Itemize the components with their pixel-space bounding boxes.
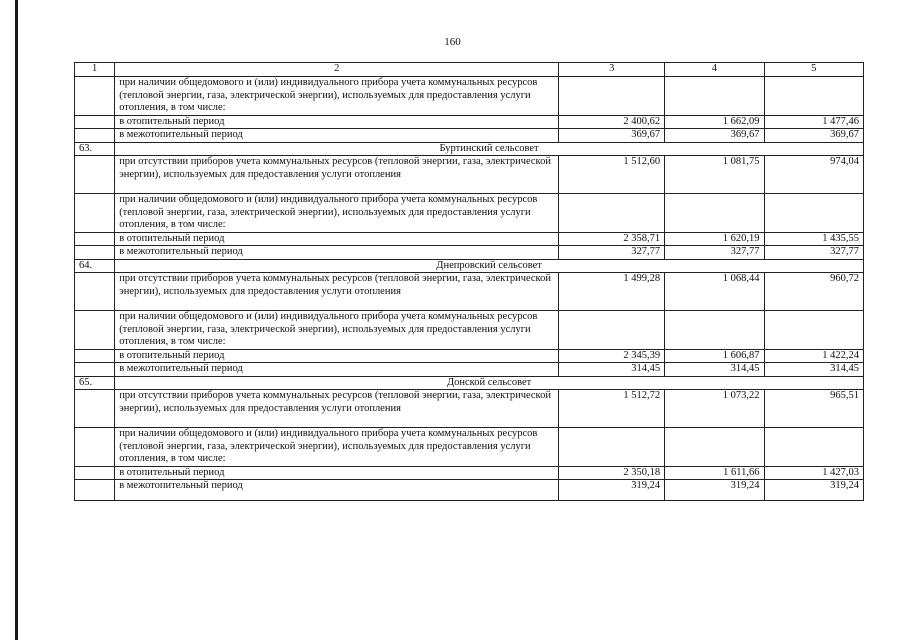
tariff-table <box>74 62 864 501</box>
value-cell: 974,04 <box>764 156 863 194</box>
value-cell: 327,77 <box>559 246 665 260</box>
value-cell: 2 345,39 <box>559 349 665 363</box>
value-cell: 1 477,46 <box>764 115 863 129</box>
value-cell: 1 620,19 <box>665 232 764 246</box>
table-row <box>75 156 864 194</box>
row-label: в межотопительный период <box>115 480 559 501</box>
value-cell: 319,24 <box>559 480 665 501</box>
section-title: Буртинский сельсовет <box>115 142 864 156</box>
value-cell: 1 512,72 <box>559 390 665 428</box>
column-header: 2 <box>115 63 559 77</box>
column-header: 4 <box>665 63 764 77</box>
page-number: 160 <box>444 36 461 48</box>
table-row <box>75 363 864 377</box>
value-cell: 2 350,18 <box>559 466 665 480</box>
value-cell: 1 662,09 <box>665 115 764 129</box>
row-label: при наличии общедомового и (или) индивидуального прибора учета коммунальных ресурсов (тепловой энергии, газа, электрической энергии), используемых для предоставления услуги отопления, в том числе: <box>115 194 559 233</box>
row-label: при отсутствии приборов учета коммунальных ресурсов (тепловой энергии, газа, электрической энергии), используемых для предоставления услуги отопления <box>115 390 559 428</box>
value-cell: 314,45 <box>559 363 665 377</box>
row-label: в отопительный период <box>115 349 559 363</box>
row-label: при наличии общедомового и (или) индивидуального прибора учета коммунальных ресурсов (тепловой энергии, газа, электрической энергии), используемых для предоставления услуги отопления, в том числе: <box>115 77 559 116</box>
table-row <box>75 349 864 363</box>
column-header: 1 <box>75 63 115 77</box>
table-row <box>75 194 864 233</box>
section-title: Донской сельсовет <box>115 376 864 390</box>
table-header-row <box>75 63 864 77</box>
value-cell: 1 068,44 <box>665 273 764 311</box>
row-label: в межотопительный период <box>115 246 559 260</box>
value-cell: 1 611,66 <box>665 466 764 480</box>
table-row <box>75 428 864 467</box>
scan-edge-line <box>15 0 18 640</box>
row-label: при отсутствии приборов учета коммунальных ресурсов (тепловой энергии, газа, электрической энергии), используемых для предоставления услуги отопления <box>115 273 559 311</box>
value-cell: 1 427,03 <box>764 466 863 480</box>
table-row <box>75 480 864 501</box>
row-label: в межотопительный период <box>115 363 559 377</box>
value-cell: 2 400,62 <box>559 115 665 129</box>
value-cell: 1 422,24 <box>764 349 863 363</box>
section-number: 64. <box>75 259 115 273</box>
table-row <box>75 232 864 246</box>
value-cell: 369,67 <box>665 129 764 143</box>
table-row <box>75 115 864 129</box>
table-row <box>75 129 864 143</box>
value-cell: 369,67 <box>559 129 665 143</box>
value-cell: 960,72 <box>764 273 863 311</box>
value-cell: 314,45 <box>764 363 863 377</box>
section-header-row <box>75 142 864 156</box>
column-header: 3 <box>559 63 665 77</box>
value-cell: 314,45 <box>665 363 764 377</box>
table-row <box>75 273 864 311</box>
section-number: 65. <box>75 376 115 390</box>
value-cell: 965,51 <box>764 390 863 428</box>
value-cell: 319,24 <box>665 480 764 501</box>
value-cell: 1 081,75 <box>665 156 764 194</box>
column-header: 5 <box>764 63 863 77</box>
section-number: 63. <box>75 142 115 156</box>
row-label: при наличии общедомового и (или) индивидуального прибора учета коммунальных ресурсов (тепловой энергии, газа, электрической энергии), используемых для предоставления услуги отопления, в том числе: <box>115 311 559 350</box>
value-cell: 327,77 <box>665 246 764 260</box>
value-cell: 1 499,28 <box>559 273 665 311</box>
table-row <box>75 390 864 428</box>
row-label: в отопительный период <box>115 232 559 246</box>
table-row <box>75 311 864 350</box>
row-label: при наличии общедомового и (или) индивидуального прибора учета коммунальных ресурсов (тепловой энергии, газа, электрической энергии), используемых для предоставления услуги отопления, в том числе: <box>115 428 559 467</box>
table-row <box>75 246 864 260</box>
row-label: в отопительный период <box>115 115 559 129</box>
section-title: Днепровский сельсовет <box>115 259 864 273</box>
row-label: в межотопительный период <box>115 129 559 143</box>
value-cell: 1 435,55 <box>764 232 863 246</box>
value-cell: 1 512,60 <box>559 156 665 194</box>
table-row <box>75 77 864 116</box>
value-cell: 327,77 <box>764 246 863 260</box>
value-cell: 1 606,87 <box>665 349 764 363</box>
row-label: при отсутствии приборов учета коммунальных ресурсов (тепловой энергии, газа, электрической энергии), используемых для предоставления услуги отопления <box>115 156 559 194</box>
value-cell: 2 358,71 <box>559 232 665 246</box>
section-header-row <box>75 376 864 390</box>
value-cell: 319,24 <box>764 480 863 501</box>
table-row <box>75 466 864 480</box>
value-cell: 1 073,22 <box>665 390 764 428</box>
section-header-row <box>75 259 864 273</box>
value-cell: 369,67 <box>764 129 863 143</box>
row-label: в отопительный период <box>115 466 559 480</box>
